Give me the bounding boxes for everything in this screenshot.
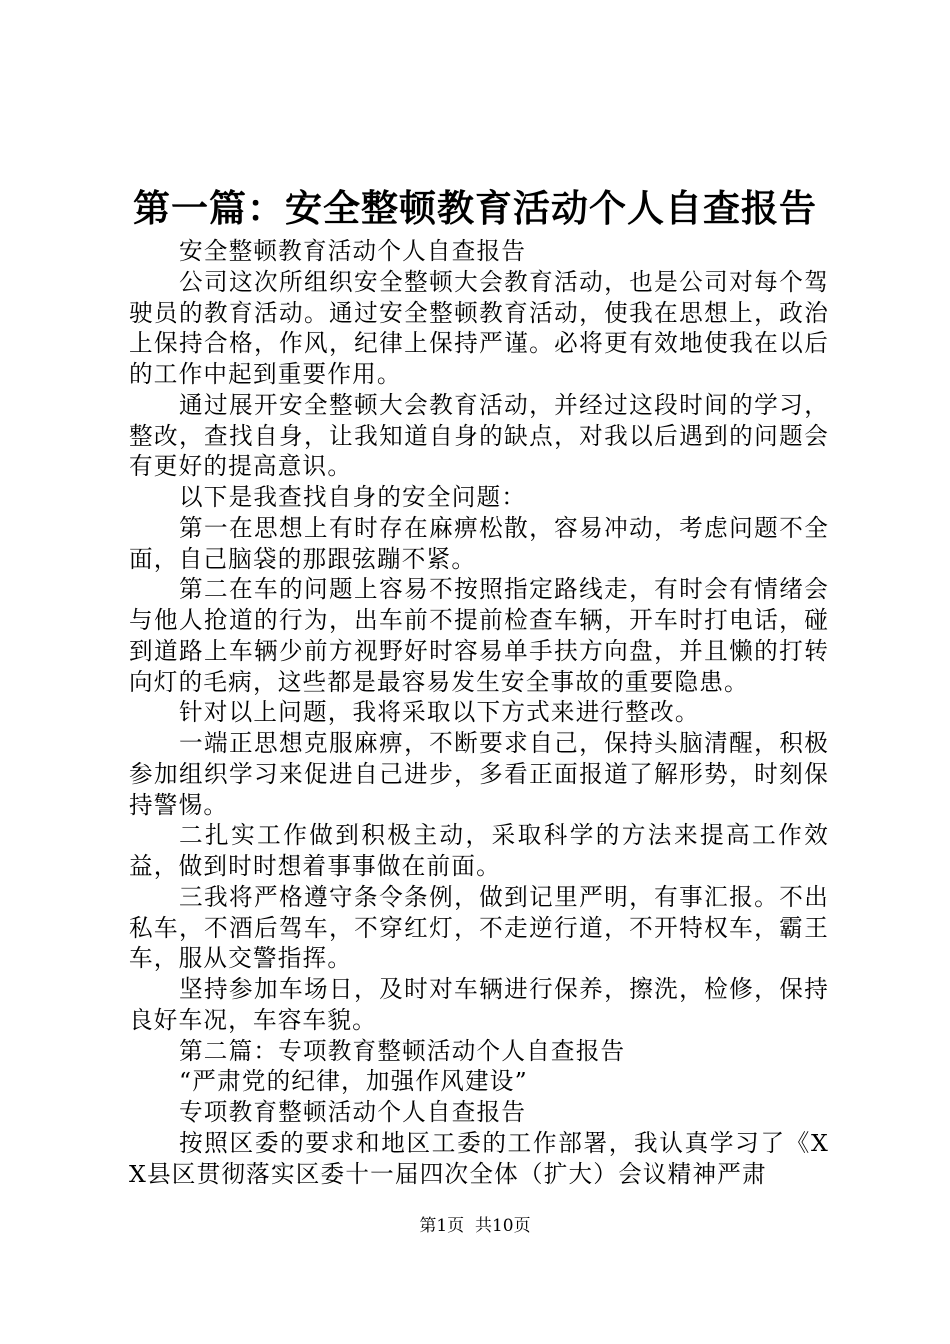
document-body [129, 236, 829, 1189]
paragraph: 公司这次所组织安全整顿大会教育活动，也是公司对每个驾驶员的教育活动。通过安全整顿教育活动，使我在思想上，政治上保持合格，作风，纪律上保持严谨。必将更有效地使我在以后的工作中起到重要作用。 [129, 267, 829, 388]
paragraph: 按照区委的要求和地区工委的工作部署，我认真学习了《XX县区贯彻落实区委十一届四次全体（扩大）会议精神严肃 [129, 1128, 829, 1188]
document-title: 第一篇：安全整顿教育活动个人自查报告 [133, 186, 817, 230]
paragraph-quote: “严肃党的纪律，加强作风建设” [179, 1067, 528, 1096]
paragraph: 一端正思想克服麻痹，不断要求自己，保持头脑清醒，积极参加组织学习来促进自己进步，多看正面报道了解形势，时刻保持警惕。 [129, 729, 829, 819]
paragraph: 以下是我查找自身的安全问题： [179, 483, 527, 511]
paragraph: 三我将严格遵守条令条例，做到记里严明，有事汇报。不出私车，不酒后驾车，不穿红灯，不走逆行道，不开特权车，霸王车，服从交警指挥。 [129, 882, 829, 973]
paragraph: 二扎实工作做到积极主动，采取科学的方法来提高工作效益，做到时时想着事事做在前面。 [129, 821, 829, 880]
paragraph: 针对以上问题，我将采取以下方式来进行整改。 [179, 698, 700, 727]
paragraph: 通过展开安全整顿大会教育活动，并经过这段时间的学习，整改，查找自身，让我知道自身的缺点，对我以后遇到的问题会有更好的提高意识。 [129, 390, 829, 481]
paragraph: 第一在思想上有时存在麻痹松散，容易冲动，考虑问题不全面，自己脑袋的那跟弦蹦不紧。 [129, 513, 829, 573]
section-heading: 第二篇：专项教育整顿活动个人自查报告 [179, 1036, 626, 1065]
paragraph-subtitle: 专项教育整顿活动个人自查报告 [179, 1098, 527, 1126]
paragraph: 坚持参加车场日，及时对车辆进行保养，擦洗，检修，保持良好车况，车容车貌。 [129, 975, 829, 1034]
paragraph-subtitle: 安全整顿教育活动个人自查报告 [179, 237, 527, 265]
page-footer: 第1页 共10页 [419, 1216, 531, 1236]
paragraph: 第二在车的问题上容易不按照指定路线走，有时会有情绪会与他人抢道的行为，出车前不提前检查车辆，开车时打电话，碰到道路上车辆少前方视野好时容易单手扶方向盘，并且懒的打转向灯的毛病，这些都是最容易发生安全事故的重要隐患。 [129, 575, 829, 696]
